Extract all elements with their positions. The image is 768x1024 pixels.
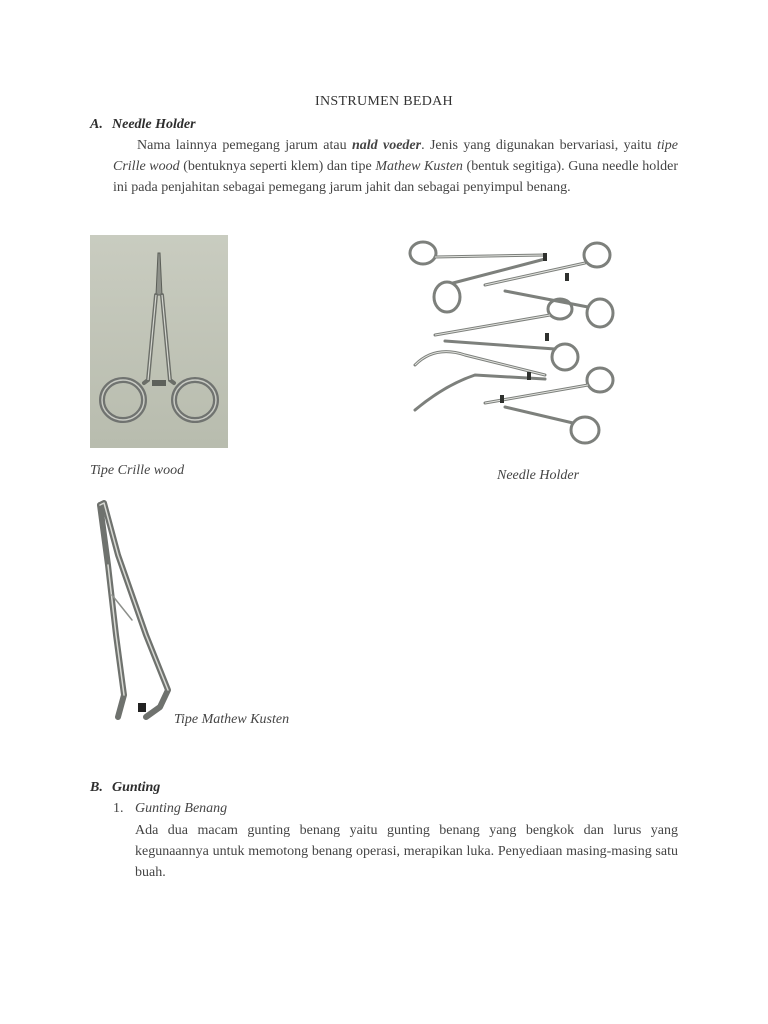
needle-holders-photo: [405, 235, 615, 450]
para-italic-2: Mathew Kusten: [375, 159, 463, 174]
section-b-title: Gunting: [112, 780, 161, 795]
section-a-title: Needle Holder: [112, 117, 196, 132]
mathew-kusten-needle-holder-image: [88, 495, 178, 727]
caption-crille-wood: Tipe Crille wood: [90, 463, 185, 478]
section-b-heading: [90, 780, 160, 796]
section-a-paragraph: [113, 135, 678, 198]
crille-wood-needle-holder-image: [90, 235, 228, 448]
caption-needle-holder: Needle Holder: [497, 468, 580, 483]
crille-wood-photo: [90, 235, 228, 448]
section-a-letter: A.: [90, 117, 103, 132]
subitem-gunting-benang: [113, 801, 227, 817]
para-text-2: . Jenis yang digunakan bervariasi, yaitu: [421, 138, 658, 153]
para-italic-1: tipe Crille wood: [113, 138, 679, 174]
subitem-title: Gunting Benang: [135, 801, 228, 816]
caption-mathew-kusten: Tipe Mathew Kusten: [174, 712, 290, 727]
document-title: INSTRUMEN BEDAH: [315, 94, 453, 109]
section-b-letter: B.: [90, 780, 103, 795]
para-text-3: (bentuknya seperti klem) dan tipe: [179, 159, 376, 174]
needle-holders-group-image: [405, 235, 615, 450]
para-text-1: Nama lainnya pemegang jarum atau: [137, 138, 352, 153]
para-text-4: (bentuk segitiga). Guna needle holder ini pada penjahitan sebagai pemegang jarum jahit dan sebagai penyimpul benang.: [113, 159, 678, 195]
subitem-number: 1.: [113, 801, 124, 816]
section-a-heading: [90, 117, 196, 133]
subitem-gunting-benang-text: Ada dua macam gunting benang yaitu gunting benang yang bengkok dan lurus yang kegunaannya untuk memotong benang operasi, merapikan luka. Penyediaan masing-masing satu buah.: [135, 823, 678, 880]
mathew-kusten-photo: [88, 495, 178, 727]
para-bold-italic: nald voeder: [351, 138, 422, 153]
